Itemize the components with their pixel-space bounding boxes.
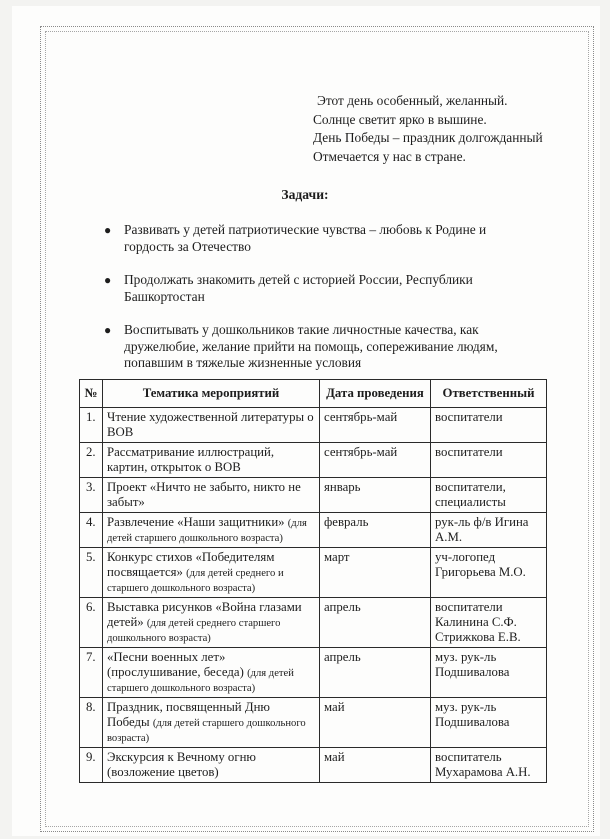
header-num: № [80,380,103,408]
row-num: 7. [80,648,103,698]
row-responsible: воспитатели [431,443,547,478]
table-row [80,698,547,748]
row-responsible: рук-ль ф/в Игина А.М. [431,513,547,548]
topic-text: Рассматривание иллюстраций, картин, открыток о ВОВ [107,445,275,474]
topic-text: Экскурсия к Вечному огню (возложение цветов) [107,750,256,779]
row-responsible: воспитатели, специалисты [431,478,547,513]
topic-note: (для детей старшего дошкольного возраста) [107,668,294,694]
task-text: Воспитывать у дошкольников такие личностные качества, как дружелюбие, желание прийти на помощь, сопереживание людям, попавшим в тяжелые жизненные условия [124,322,498,370]
topic-text: Праздник, посвященный Дню Победы [107,700,270,729]
poem-line: День Победы – праздник долгожданный [313,130,543,145]
row-responsible: воспитатели [431,408,547,443]
topic-text: Чтение художественной литературы о ВОВ [107,410,314,439]
topic-note: (для детей старшего дошкольного возраста) [107,518,307,544]
row-date: сентябрь-май [320,443,431,478]
task-item [104,222,514,255]
task-text: Развивать у детей патриотические чувства – любовь к Родине и гордость за Отечество [124,222,487,254]
topic-text: Конкурс стихов «Победителям посвящается» [107,550,275,579]
topic-note: (для детей среднего и старшего дошкольного возраста) [107,568,284,594]
row-topic [103,478,320,513]
bullet-icon: ● [104,223,112,237]
tasks-list [104,222,514,389]
row-topic [103,408,320,443]
row-num: 6. [80,598,103,648]
topic-text: Развлечение «Наши защитники» [107,515,285,529]
row-responsible: воспитатели Калинина С.Ф. Стрижкова Е.В. [431,598,547,648]
row-topic [103,748,320,783]
row-num: 3. [80,478,103,513]
row-num: 2. [80,443,103,478]
topic-text: Выставка рисунков «Война глазами детей» [107,600,302,629]
poem-line: Солнце светит ярко в вышине. [313,111,487,127]
topic-text: Проект «Ничто не забыто, никто не забыт» [107,480,301,509]
topic-note: (для детей старшего дошкольного возраста) [107,718,306,744]
header-date: Дата проведения [320,380,431,408]
row-responsible: уч-логопед Григорьева М.О. [431,548,547,598]
row-num: 9. [80,748,103,783]
row-date: апрель [320,598,431,648]
row-topic [103,513,320,548]
row-topic [103,648,320,698]
row-date: январь [320,478,431,513]
row-num: 1. [80,408,103,443]
table-row [80,408,547,443]
task-item [104,272,514,305]
topic-note: (для детей среднего старшего дошкольного возраста) [107,618,281,644]
topic-text: «Песни военных лет» (прослушивание, беседа) [107,650,244,679]
row-topic [103,443,320,478]
table-row [80,598,547,648]
tasks-heading: Задачи: [281,187,329,202]
task-text: Продолжать знакомить детей с историей России, Республики Башкортостан [124,272,473,304]
header-responsible: Ответственный [431,380,547,408]
row-topic [103,698,320,748]
row-num: 4. [80,513,103,548]
table-header-row [80,380,547,408]
table-row [80,648,547,698]
row-date: апрель [320,648,431,698]
row-responsible: воспитатель Мухарамова А.Н. [431,748,547,783]
bullet-icon: ● [104,273,112,287]
row-num: 8. [80,698,103,748]
poem-line: Отмечается у нас в стране. [313,148,466,164]
table-row [80,478,547,513]
row-date: май [320,748,431,783]
task-item [104,322,514,372]
table-row [80,748,547,783]
poem-line: Этот день особенный, желанный. [317,93,508,108]
table-row [80,513,547,548]
row-topic [103,548,320,598]
row-date: февраль [320,513,431,548]
table-row [80,443,547,478]
header-topic: Тематика мероприятий [103,380,320,408]
bullet-icon: ● [104,323,112,337]
row-topic [103,598,320,648]
table-row [80,548,547,598]
row-responsible: муз. рук-ль Подшивалова [431,698,547,748]
row-num: 5. [80,548,103,598]
row-date: май [320,698,431,748]
poem-epigraph [313,92,543,166]
row-date: март [320,548,431,598]
row-date: сентябрь-май [320,408,431,443]
row-responsible: муз. рук-ль Подшивалова [431,648,547,698]
events-table [79,379,547,783]
